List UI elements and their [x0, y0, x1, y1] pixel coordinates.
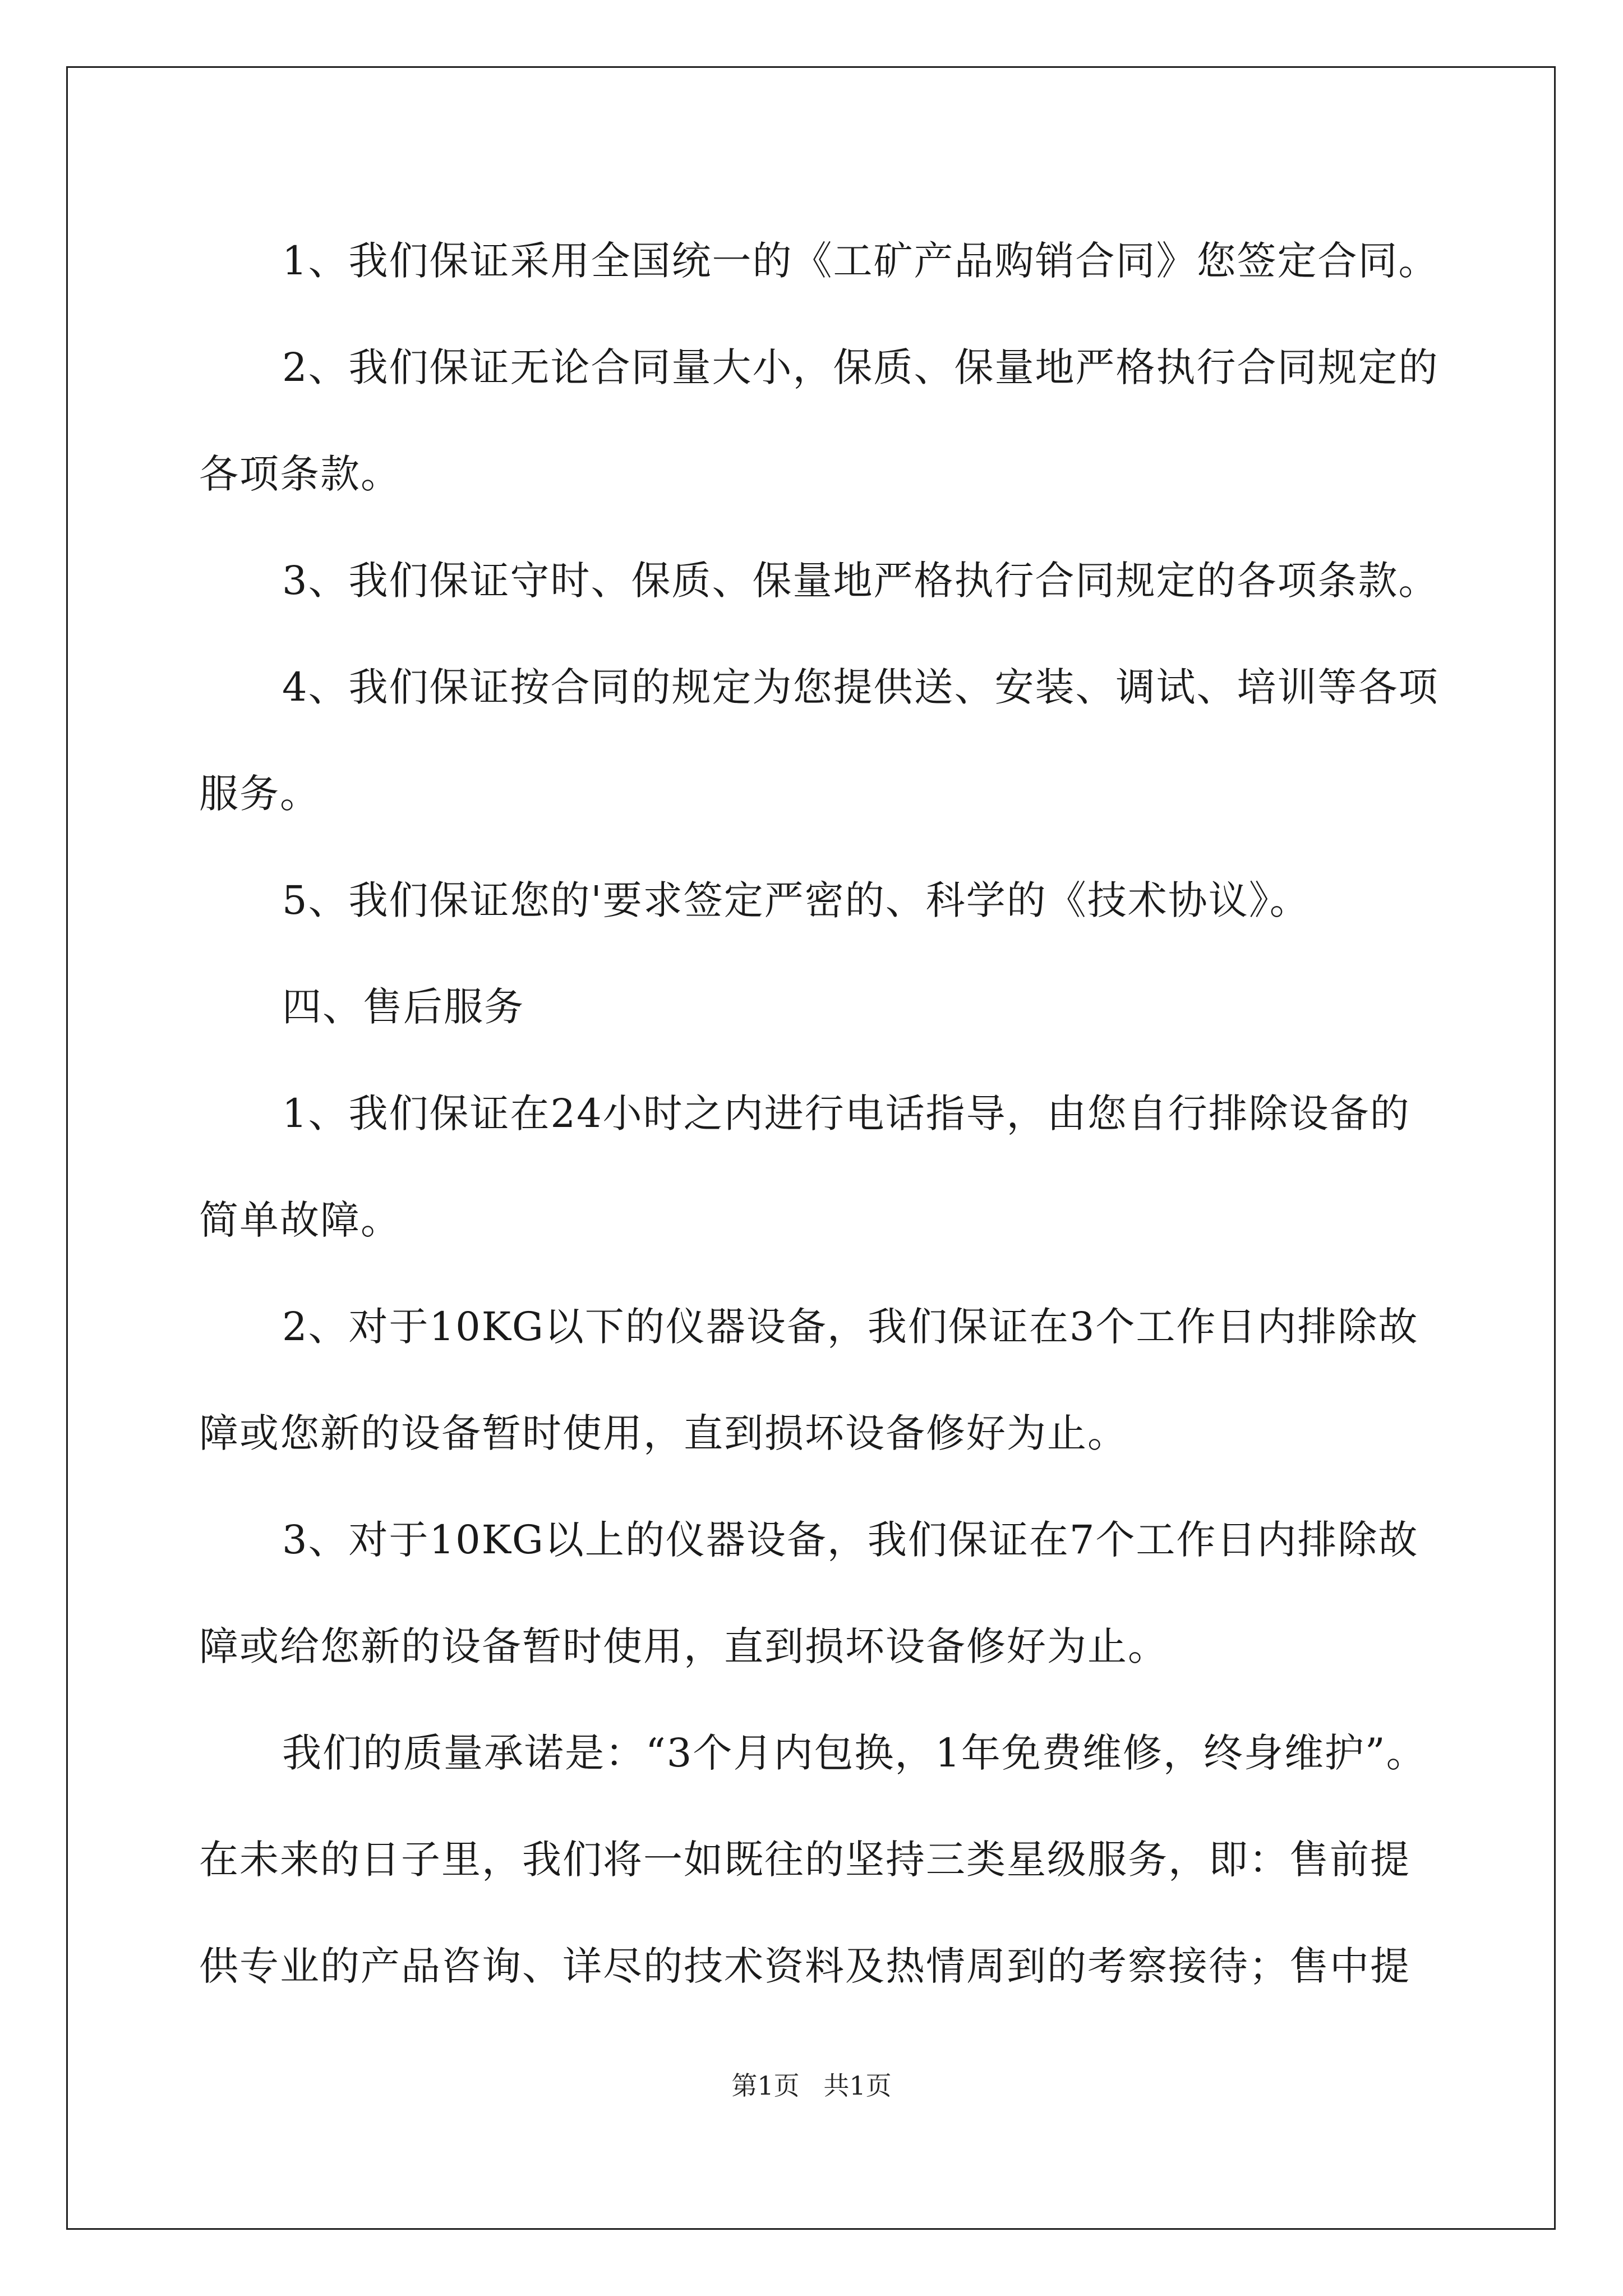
text-line: 2、对于10KG以下的仪器设备，我们保证在3个工作日内排除故 — [282, 1304, 1419, 1350]
text-line: 3、对于10KG以上的仪器设备，我们保证在7个工作日内排除故 — [282, 1517, 1419, 1563]
text-line: 障或您新的设备暂时使用，直到损坏设备修好为止。 — [199, 1410, 1128, 1456]
text-line: 各项条款。 — [199, 451, 401, 497]
page-number-total: 共1页 — [823, 2070, 892, 2101]
page-number-current: 第1页 — [731, 2070, 800, 2101]
section-heading: 四、售后服务 — [282, 984, 524, 1030]
text-line: 3、我们保证守时、保质、保量地严格执行合同规定的各项条款。 — [282, 558, 1439, 604]
text-line: 供专业的产品咨询、详尽的技术资料及热情周到的考察接待；售中提 — [199, 1943, 1410, 1989]
text-line: 简单故障。 — [199, 1197, 401, 1243]
text-line: 服务。 — [199, 771, 320, 817]
document-body — [199, 208, 1439, 2019]
text-line: 1、我们保证在24小时之内进行电话指导，由您自行排除设备的 — [282, 1091, 1410, 1137]
text-line: 我们的质量承诺是：“3个月内包换，1年免费维修，终身维护”。 — [282, 1730, 1427, 1776]
page-footer — [0, 2069, 1623, 2102]
text-line: 4、我们保证按合同的规定为您提供送、安装、调试、培训等各项 — [282, 664, 1439, 710]
text-line: 5、我们保证您的'要求签定严密的、科学的《技术协议》。 — [282, 877, 1310, 923]
text-line: 在未来的日子里，我们将一如既往的坚持三类星级服务，即：售前提 — [199, 1837, 1410, 1883]
text-line: 障或给您新的设备暂时使用，直到损坏设备修好为止。 — [199, 1623, 1168, 1669]
text-line: 1、我们保证采用全国统一的《工矿产品购销合同》您签定合同。 — [282, 238, 1439, 284]
text-line: 2、我们保证无论合同量大小，保质、保量地严格执行合同规定的 — [282, 344, 1439, 390]
